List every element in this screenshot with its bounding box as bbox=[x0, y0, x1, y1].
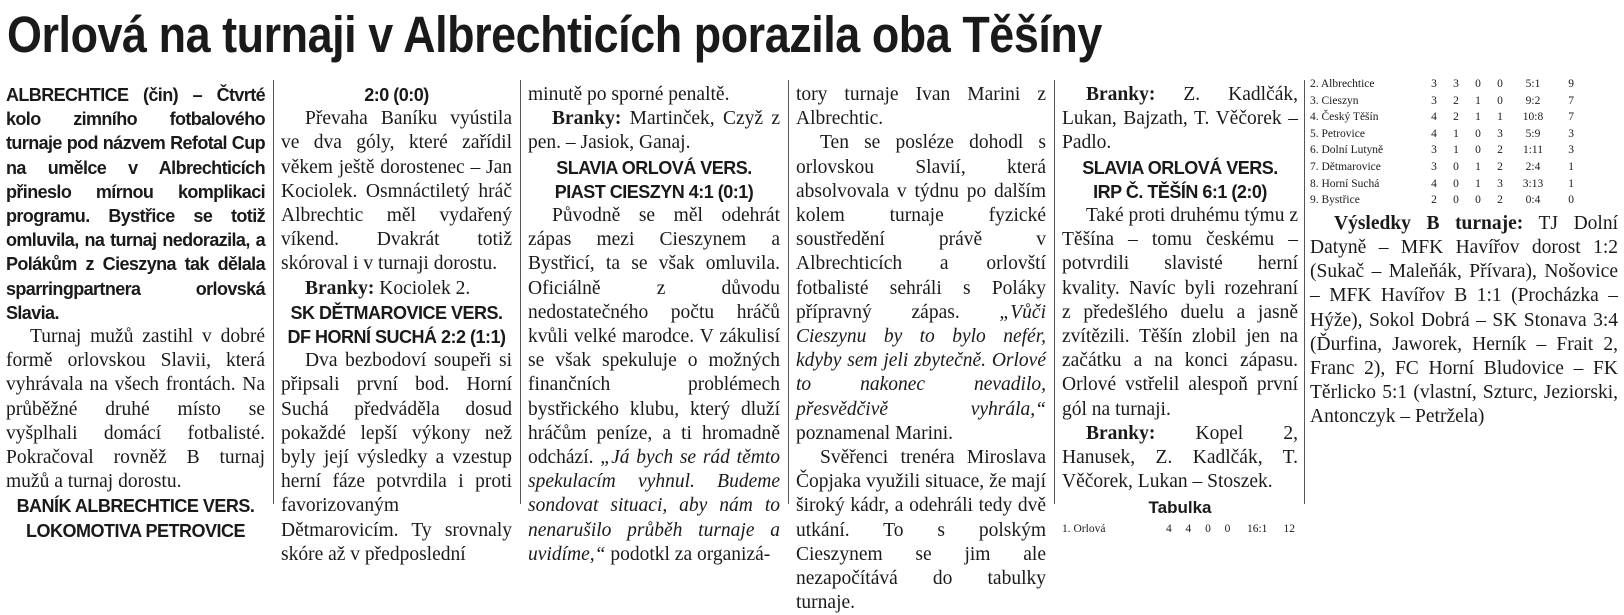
scorers-label: Branky: bbox=[305, 277, 375, 299]
paragraph: Dva bezbodoví soupeři si připsali první bod. Horní Suchá předváděla dosud pokaždé lepší výkony než byly její výsledky a vzestup herní fáze potvrdila i proti favorizovaným Dětmarovicím. Ty srovnaly skóre až v předposlední bbox=[281, 350, 512, 565]
played-cell: 4 bbox=[1165, 522, 1172, 535]
paragraph: Svěřenci trenéra Miroslava Čopjaka využili situace, že mají široký kádr, a odehráli tedy dvě utkání. To s polským Cieszynem se jim ale nezapočítává do tabulky turnaje. bbox=[796, 447, 1046, 614]
losses-cell: 0 bbox=[1497, 78, 1503, 90]
scorers-label: Branky: bbox=[1086, 422, 1156, 444]
paragraph bbox=[528, 204, 780, 567]
points-cell: 1 bbox=[1568, 177, 1574, 190]
scorers-text: Z. Kadlčák, Lukan, Bajzath, T. Věčorek – Padlo. bbox=[1062, 84, 1298, 154]
column-1 bbox=[6, 83, 265, 541]
draws-cell: 0 bbox=[1475, 144, 1481, 157]
draws-cell: 1 bbox=[1475, 160, 1481, 173]
scorers bbox=[528, 107, 780, 155]
played-cell: 2 bbox=[1431, 194, 1437, 207]
table-row bbox=[1310, 109, 1577, 126]
standings-table bbox=[1310, 76, 1577, 209]
table-row bbox=[1310, 192, 1577, 209]
table-heading: Tabulka bbox=[1148, 498, 1212, 518]
losses-cell: 2 bbox=[1497, 194, 1503, 207]
losses-cell: 1 bbox=[1497, 111, 1503, 124]
table-row bbox=[1310, 159, 1577, 176]
points-cell: 3 bbox=[1568, 127, 1574, 140]
paragraph-text: poznamenal Marini. bbox=[796, 422, 954, 444]
score-cell: 5:1 bbox=[1525, 78, 1541, 90]
b-tournament-results bbox=[1310, 212, 1618, 430]
score-cell: 5:9 bbox=[1525, 127, 1541, 140]
wins-cell: 0 bbox=[1453, 194, 1459, 207]
paragraph bbox=[796, 131, 1046, 446]
played-cell: 4 bbox=[1431, 127, 1437, 140]
played-cell: 3 bbox=[1431, 144, 1437, 157]
match-heading: DF HORNÍ SUCHÁ 2:2 (1:1) bbox=[287, 327, 506, 348]
losses-cell: 0 bbox=[1224, 522, 1231, 535]
table-row bbox=[1062, 521, 1298, 538]
table-row bbox=[1310, 93, 1577, 110]
column-divider bbox=[1054, 80, 1055, 504]
draws-cell: 1 bbox=[1475, 177, 1481, 190]
draws-cell: 0 bbox=[1475, 78, 1481, 90]
match-heading: PIAST CIESZYN 4:1 (0:1) bbox=[554, 181, 754, 202]
draws-cell: 0 bbox=[1475, 127, 1481, 140]
points-cell: 9 bbox=[1568, 78, 1574, 90]
paragraph: Převaha Baníku vyústila ve dva góly, které zařídil věkem ještě dorostenec – Jan Kociolek. Osmnáctiletý hráč Albrechtic měl vydařený víkend. Dvakrát totiž skóroval i v turnaji dorostu. bbox=[281, 108, 512, 275]
wins-cell: 4 bbox=[1185, 522, 1192, 535]
played-cell: 3 bbox=[1431, 94, 1437, 107]
points-cell: 7 bbox=[1568, 94, 1574, 107]
wins-cell: 3 bbox=[1453, 78, 1459, 90]
match-heading: SK DĚTMAROVICE VERS. bbox=[290, 302, 503, 323]
played-cell: 3 bbox=[1431, 78, 1437, 90]
paragraph-text: Původně se měl odehrát zápas mezi Cieszynem a Bystřicí, ta se však omluvila. Oficiálně z důvodu nedostatečného počtu hráčů kvůli velké marodce. V zákulisí se však spekuluje o možných finančních problémech bystřického klubu, který dluží hráčům peníze, a ti hromadně odchází. bbox=[528, 205, 780, 469]
table-row bbox=[1310, 126, 1577, 143]
team-cell: 3. Cieszyn bbox=[1310, 94, 1359, 107]
quote: „Já bych se rád těmto spekulacím vyhnul. Budeme sondovat situaci, aby nám to nenarušilo průběh turnaje a uvidíme,“ bbox=[528, 447, 781, 565]
column-3 bbox=[528, 83, 781, 565]
match-heading: LOKOMOTIVA PETROVICE bbox=[25, 520, 245, 541]
scorers-label: Branky: bbox=[552, 108, 622, 130]
score-cell: 3:13 bbox=[1522, 177, 1544, 190]
match-score: 2:0 (0:0) bbox=[364, 85, 429, 105]
team-cell: 4. Český Těšín bbox=[1310, 111, 1379, 124]
score-cell: 9:2 bbox=[1525, 94, 1541, 107]
draws-cell: 0 bbox=[1205, 522, 1211, 535]
headline-text: Orlová na turnaji v Albrechticích porazila oba Těšíny bbox=[7, 6, 1102, 63]
table-row bbox=[1310, 76, 1577, 93]
match-heading: SLAVIA ORLOVÁ VERS. bbox=[556, 157, 752, 178]
losses-cell: 0 bbox=[1497, 94, 1503, 107]
column-divider bbox=[520, 80, 521, 504]
scorers bbox=[1062, 83, 1298, 156]
points-cell: 0 bbox=[1568, 194, 1574, 207]
quote: „Vůči Cieszynu by to bylo nefér, kdyby sem jeli zbytečně. Orlové to nakonec nevadilo, přesvědčivě vyhrála,“ bbox=[796, 301, 1046, 420]
wins-cell: 2 bbox=[1453, 111, 1459, 124]
draws-cell: 0 bbox=[1475, 194, 1481, 207]
draws-cell: 1 bbox=[1475, 111, 1481, 124]
losses-cell: 3 bbox=[1497, 177, 1503, 190]
score-cell: 2:4 bbox=[1525, 160, 1541, 173]
paragraph: Také proti druhému týmu z Těšína – tomu českému – potvrdili slavisté herní kvality. Navíc byli rozehraní z předešlého duelu a jasně zvítězili. Těšín zlobil jen na začátku a na konci zápasu. Orlové vstřelil alespoň první gól na turnaji. bbox=[1062, 205, 1298, 420]
losses-cell: 3 bbox=[1497, 127, 1503, 140]
column-5 bbox=[1062, 83, 1299, 535]
draws-cell: 1 bbox=[1475, 94, 1481, 107]
article-lead: ALBRECHTICE (čin) – Čtvrté kolo zimního fotbalového turnaje pod názvem Refotal Cup na umělce v Albrechticích přineslo mírnou komplikaci programu. Bystřice se totiž omluvila, na turnaj nedorazila, a Polákům z Cieszyna tak dělala sparringpartnera orlovská Slavia. bbox=[6, 85, 265, 323]
score-cell: 1:11 bbox=[1522, 144, 1544, 157]
column-divider bbox=[788, 80, 789, 504]
table-row bbox=[1310, 142, 1577, 159]
scorers-text: Martinček, Czyž z pen. – Jasiok, Ganaj. bbox=[528, 108, 781, 154]
match-heading: BANÍK ALBRECHTICE VERS. bbox=[16, 496, 255, 517]
played-cell: 4 bbox=[1431, 111, 1437, 124]
points-cell: 12 bbox=[1283, 522, 1295, 535]
points-cell: 7 bbox=[1568, 111, 1574, 124]
wins-cell: 0 bbox=[1453, 160, 1459, 173]
b-results-text: TJ Dolní Datyně – MFK Havířov dorost 1:2 (Sukač – Maleňák, Přívara), Nošovice – MFK Havířov B 1:1 (Procházka – Hýže), Sokol Dobrá – SK Stonava 3:4 (Ďurfina, Jaworek, Herník – Frait 2, Franc 2), FC Horní Bludovice – FK Těrlicko 5:1 (vlastní, Szturc, Jeziorski, Antonczyk – Petržela) bbox=[1310, 212, 1618, 428]
scorers-label: Branky: bbox=[1086, 84, 1156, 105]
wins-cell: 2 bbox=[1453, 94, 1459, 107]
score-cell: 16:1 bbox=[1246, 522, 1268, 535]
team-cell: 2. Albrechtice bbox=[1310, 78, 1375, 90]
column-2 bbox=[281, 83, 512, 565]
wins-cell: 1 bbox=[1453, 144, 1459, 157]
headline bbox=[0, 0, 1624, 70]
points-cell: 1 bbox=[1568, 160, 1574, 173]
score-cell: 10:8 bbox=[1522, 111, 1544, 124]
team-cell: 1. Orlová bbox=[1062, 522, 1106, 535]
table-row bbox=[1310, 176, 1577, 193]
scorers-text: Kopel 2, Hanusek, Z. Kadlčák, T. Věčorek, Lukan – Stoszek. bbox=[1062, 422, 1299, 493]
scorers bbox=[281, 277, 512, 301]
paragraph-continued: tory turnaje Ivan Marini z Albrechtic. bbox=[796, 84, 1046, 130]
column-4 bbox=[796, 83, 1046, 614]
paragraph-continued: minutě po sporné penaltě. bbox=[528, 84, 730, 105]
standings-table bbox=[1062, 521, 1298, 538]
paragraph: Turnaj mužů zastihl v dobré formě orlovskou Slavii, která vyhrávala na všech frontách. Na průběžné druhé místo se vyšplhali domácí fotbalisté. Pokračoval rovněž B turnaj mužů a turnaj dorostu. bbox=[6, 326, 265, 493]
match-heading: SLAVIA ORLOVÁ VERS. bbox=[1082, 157, 1278, 178]
paragraph-text: Ten se posléze dohodl s orlovskou Slavií, která absolvovala v týdnu po dalším kolem turnaje fyzické soustředění právě v Albrechticích a orlovští fotbalisté sehráli s Poláky přípravný zápas. bbox=[796, 132, 1046, 323]
team-cell: 7. Dětmarovice bbox=[1310, 160, 1381, 173]
team-cell: 9. Bystřice bbox=[1310, 194, 1360, 207]
losses-cell: 2 bbox=[1497, 160, 1503, 173]
wins-cell: 1 bbox=[1453, 127, 1459, 140]
b-results-label: Výsledky B turnaje: bbox=[1334, 212, 1524, 234]
played-cell: 3 bbox=[1431, 160, 1437, 173]
column-divider bbox=[1304, 80, 1305, 504]
points-cell: 3 bbox=[1568, 144, 1574, 157]
match-heading: IRP Č. TĚŠÍN 6:1 (2:0) bbox=[1093, 181, 1267, 202]
played-cell: 4 bbox=[1431, 177, 1437, 190]
paragraph-text: podotkl za organizá- bbox=[610, 543, 771, 565]
losses-cell: 2 bbox=[1497, 144, 1503, 157]
scorers-text: Kociolek 2. bbox=[379, 277, 471, 299]
team-cell: 6. Dolní Lutyně bbox=[1310, 144, 1384, 157]
team-cell: 8. Horní Suchá bbox=[1310, 177, 1380, 190]
column-6 bbox=[1310, 76, 1618, 500]
score-cell: 0:4 bbox=[1525, 194, 1541, 207]
wins-cell: 0 bbox=[1453, 177, 1459, 190]
scorers bbox=[1062, 422, 1298, 495]
column-divider bbox=[273, 80, 274, 504]
team-cell: 5. Petrovice bbox=[1310, 127, 1365, 140]
